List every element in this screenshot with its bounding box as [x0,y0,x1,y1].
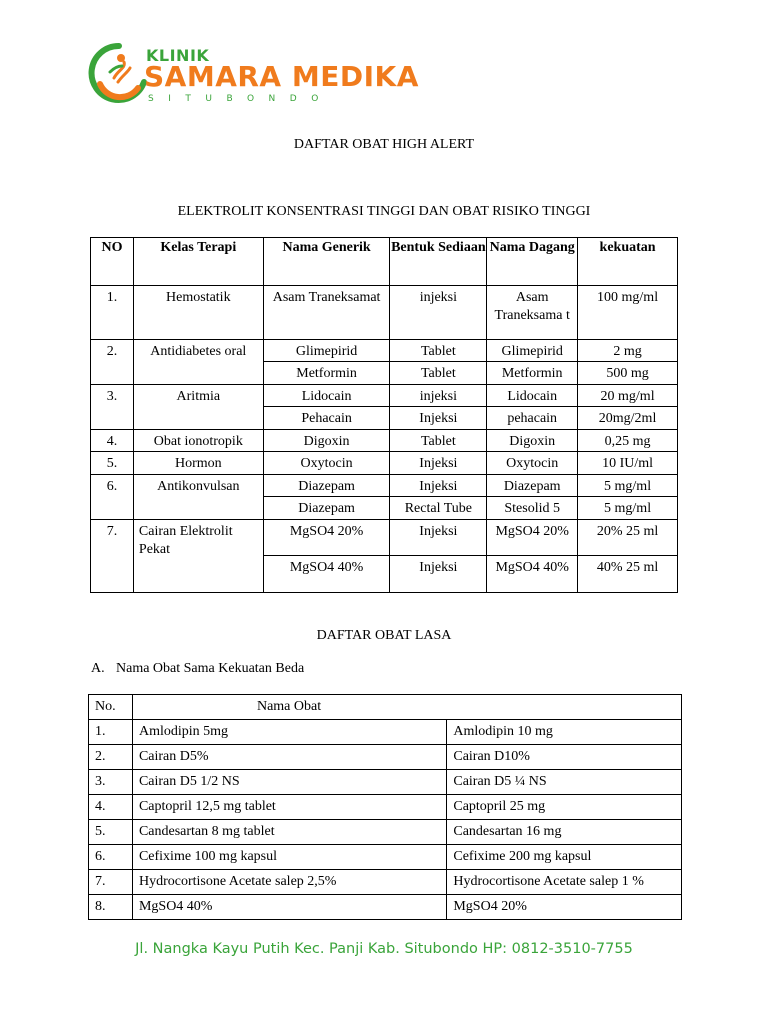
nama-generik-cell: Diazepam [263,497,390,520]
nama-dagang-cell: Diazepam [487,475,578,497]
bentuk-sediaan-cell: Tablet [390,430,487,452]
drug-name-b: Captopril 25 mg [447,795,682,820]
kekuatan-cell: 10 IU/ml [578,452,678,475]
nama-dagang-cell: Glimepirid [487,340,578,362]
table-header-row [89,695,682,720]
column-header: kekuatan [578,238,678,286]
row-number: 7. [89,870,133,895]
kelas-terapi-cell: Antikonvulsan [133,475,263,520]
column-header: Nama Dagang [487,238,578,286]
kelas-terapi-cell: Hemostatik [133,286,263,340]
section-a-label: A. [91,661,105,676]
table-row [89,795,682,820]
kekuatan-cell: 500 mg [578,362,678,385]
table-header-row [91,238,678,286]
kekuatan-cell: 0,25 mg [578,430,678,452]
drug-name-b: Cairan D5 ¼ NS [447,770,682,795]
nama-dagang-cell: Stesolid 5 [487,497,578,520]
nama-dagang-cell: MgSO4 40% [487,556,578,593]
bentuk-sediaan-cell: injeksi [390,385,487,407]
table-row [89,895,682,920]
section-a-heading [91,661,304,677]
drug-name-b: Cefixime 200 mg kapsul [447,845,682,870]
row-number: 4. [91,430,134,452]
row-number: 7. [91,520,134,593]
clinic-logo [88,42,419,106]
row-number: 2. [89,745,133,770]
nama-generik-cell: Asam Traneksamat [263,286,390,340]
row-number: 4. [89,795,133,820]
bentuk-sediaan-cell: Injeksi [390,475,487,497]
nama-generik-cell: MgSO4 40% [263,556,390,593]
document-title: DAFTAR OBAT HIGH ALERT [293,137,475,152]
bentuk-sediaan-cell: injeksi [390,286,487,340]
nama-generik-cell: Metformin [263,362,390,385]
drug-name-a: Candesartan 8 mg tablet [132,820,446,845]
drug-name-b: Hydrocortisone Acetate salep 1 % [447,870,682,895]
logo-line-2: SAMARA MEDIKA [144,60,419,93]
nama-generik-cell: Oxytocin [263,452,390,475]
section-a-text: Nama Obat Sama Kekuatan Beda [116,661,305,676]
drug-name-a: Cairan D5 1/2 NS [132,770,446,795]
table-row [91,430,678,452]
row-number: 2. [91,340,134,385]
drug-name-a: Captopril 12,5 mg tablet [132,795,446,820]
drug-name-a: Hydrocortisone Acetate salep 2,5% [132,870,446,895]
lasa-table [88,694,682,920]
column-header: Bentuk Sediaan [390,238,487,286]
table-row [91,286,678,340]
row-number: 1. [91,286,134,340]
bentuk-sediaan-cell: Injeksi [390,520,487,556]
kekuatan-cell: 20 mg/ml [578,385,678,407]
drug-name-a: Cefixime 100 mg kapsul [132,845,446,870]
bentuk-sediaan-cell: Injeksi [390,407,487,430]
table-row [91,452,678,475]
table-row [89,770,682,795]
nama-generik-cell: Lidocain [263,385,390,407]
bentuk-sediaan-cell: Tablet [390,340,487,362]
kelas-terapi-cell: Cairan Elektrolit Pekat [133,520,263,593]
row-number: 3. [89,770,133,795]
row-number: 6. [91,475,134,520]
bentuk-sediaan-cell: Injeksi [390,556,487,593]
nama-generik-cell: Pehacain [263,407,390,430]
table-row [91,385,678,407]
row-number: 5. [89,820,133,845]
nama-generik-cell: Diazepam [263,475,390,497]
column-header: Nama Obat [132,695,681,720]
nama-generik-cell: Glimepirid [263,340,390,362]
column-header: Nama Generik [263,238,390,286]
kekuatan-cell: 40% 25 ml [578,556,678,593]
table-row [89,745,682,770]
row-number: 1. [89,720,133,745]
kekuatan-cell: 2 mg [578,340,678,362]
kelas-terapi-cell: Aritmia [133,385,263,430]
column-header: Kelas Terapi [133,238,263,286]
row-number: 3. [91,385,134,430]
kekuatan-cell: 20% 25 ml [578,520,678,556]
document-subtitle: ELEKTROLIT KONSENTRASI TINGGI DAN OBAT RISIKO TINGGI [177,204,591,219]
table-row [89,820,682,845]
kelas-terapi-cell: Antidiabetes oral [133,340,263,385]
nama-dagang-cell: MgSO4 20% [487,520,578,556]
clinic-logo-icon [88,42,150,104]
lasa-title: DAFTAR OBAT LASA [316,628,452,643]
drug-name-b: Amlodipin 10 mg [447,720,682,745]
kelas-terapi-cell: Hormon [133,452,263,475]
nama-dagang-cell: Digoxin [487,430,578,452]
kekuatan-cell: 100 mg/ml [578,286,678,340]
drug-name-b: Candesartan 16 mg [447,820,682,845]
drug-name-a: Cairan D5% [132,745,446,770]
nama-dagang-cell: Lidocain [487,385,578,407]
nama-generik-cell: MgSO4 20% [263,520,390,556]
logo-line-3: SITUBONDO [148,94,333,104]
bentuk-sediaan-cell: Rectal Tube [390,497,487,520]
table-row [89,870,682,895]
table-row [89,720,682,745]
bentuk-sediaan-cell: Tablet [390,362,487,385]
table-row [91,520,678,556]
row-number: 6. [89,845,133,870]
bentuk-sediaan-cell: Injeksi [390,452,487,475]
table-row [91,340,678,362]
drug-name-b: MgSO4 20% [447,895,682,920]
logo-line-1: KLINIK [146,46,210,65]
nama-dagang-cell: pehacain [487,407,578,430]
footer-address: Jl. Nangka Kayu Putih Kec. Panji Kab. Situbondo HP: 0812-3510-7755 [135,941,633,957]
row-number: 8. [89,895,133,920]
nama-dagang-cell: Asam Traneksama t [487,286,578,340]
nama-generik-cell: Digoxin [263,430,390,452]
high-alert-table [90,237,678,593]
column-header: NO [91,238,134,286]
nama-dagang-cell: Metformin [487,362,578,385]
drug-name-b: Cairan D10% [447,745,682,770]
row-number: 5. [91,452,134,475]
column-header: No. [89,695,133,720]
table-row [89,845,682,870]
nama-dagang-cell: Oxytocin [487,452,578,475]
kelas-terapi-cell: Obat ionotropik [133,430,263,452]
kekuatan-cell: 5 mg/ml [578,497,678,520]
kekuatan-cell: 5 mg/ml [578,475,678,497]
drug-name-a: Amlodipin 5mg [132,720,446,745]
kekuatan-cell: 20mg/2ml [578,407,678,430]
table-row [91,475,678,497]
drug-name-a: MgSO4 40% [132,895,446,920]
